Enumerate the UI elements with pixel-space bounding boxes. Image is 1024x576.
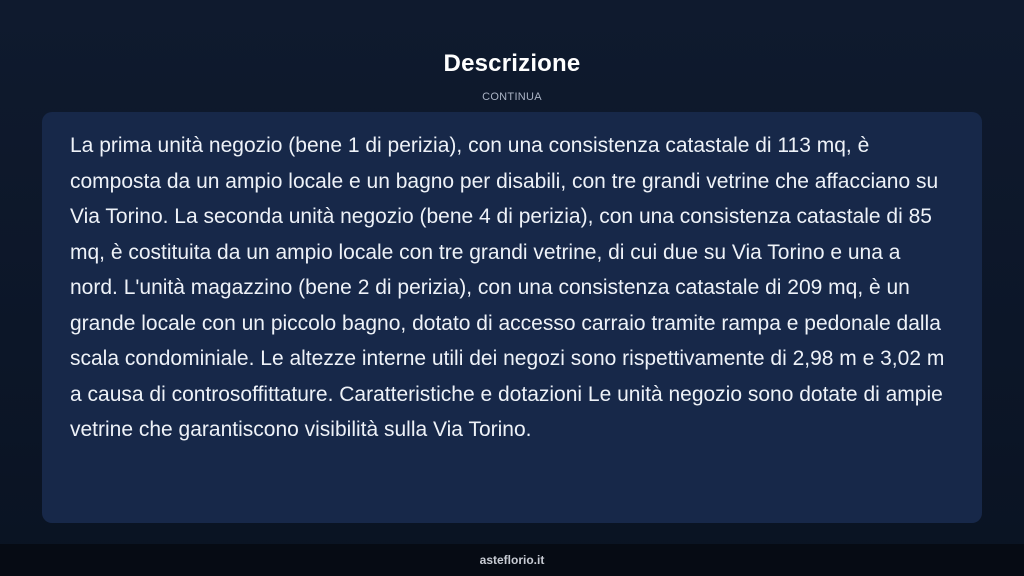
footer-bar bbox=[0, 544, 1024, 576]
footer-site-label: asteflorio.it bbox=[479, 553, 545, 567]
page-title: Descrizione bbox=[443, 50, 581, 77]
description-card bbox=[42, 112, 982, 523]
description-text: La prima unità negozio (bene 1 di perizia), con una consistenza catastale di 113 mq, è composta da un ampio locale e un bagno per disabili, con tre grandi vetrine che affacciano su Via Torino. La seconda unità negozio (bene 4 di perizia), con una consistenza catastale di 85 mq, è costituita da un ampio locale con tre grandi vetrine, di cui due su Via Torino e una a nord. L'unità magazzino (bene 2 di perizia), con una consistenza catastale di 209 mq, è un grande locale con un piccolo bagno, dotato di accesso carraio tramite rampa e pedonale dalla scala condominiale. Le altezze interne utili dei negozi sono rispettivamente di 2,98 m e 3,02 m a causa di controsoffittature. Caratteristiche e dotazioni Le unità negozio sono dotate di ampie vetrine che garantiscono visibilità sulla Via Torino. bbox=[70, 134, 945, 441]
continued-label: CONTINUA bbox=[482, 91, 542, 103]
